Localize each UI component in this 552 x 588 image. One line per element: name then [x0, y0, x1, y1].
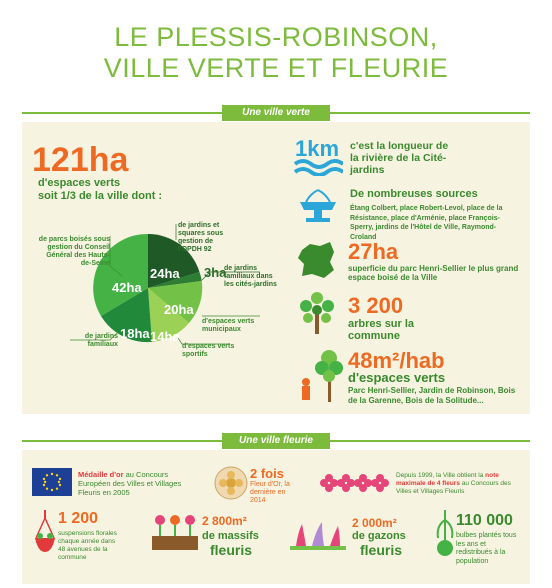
- medal-rest: au Concours Européen des Villes et Villages Fleuris en 2005: [78, 470, 182, 497]
- title-line-1: LE PLESSIS-ROBINSON,: [114, 22, 438, 52]
- tree-text: arbres sur la commune: [348, 318, 415, 342]
- area-per-inhabitant-text: Parc Henri-Sellier, Jardin de Robinson, Bois de la Garenne, Bois de la Solitude...: [348, 386, 516, 405]
- massifs-text2: fleuris: [210, 542, 253, 558]
- river-length: 1km: [295, 136, 340, 161]
- note-strong: note maximale de 4 fleurs: [396, 472, 499, 487]
- golden-flower-badge-icon: [214, 466, 248, 500]
- section1-ribbon: Une ville verte: [222, 105, 330, 121]
- massifs-area: 2 800m²: [202, 514, 247, 528]
- map-icon: [296, 240, 338, 280]
- pie-value-3-text: 3ha: [204, 265, 227, 280]
- tree-icon: [296, 290, 338, 336]
- suspensions-text: suspensions florales chaque année dans 48 avenues de la commune: [58, 530, 117, 561]
- golden-flower-count: 2 fois: [250, 466, 284, 481]
- flower-bed-icon: [150, 512, 200, 552]
- pie-value-24: 24ha: [150, 266, 180, 281]
- section2-ribbon: Une ville fleurie: [222, 433, 330, 449]
- area-per-inhabitant: 48m²/hab: [348, 348, 445, 373]
- title-line-2: VILLE VERTE ET FLEURIE: [103, 53, 449, 83]
- note-post: au Concours des Villes et Villages Fleuris: [396, 480, 511, 495]
- park-text: superficie du parc Henri-Sellier le plus grand espace boisé de la Ville: [348, 264, 519, 282]
- sources-head: De nombreuses sources: [350, 188, 478, 200]
- gazons-text1: de gazons: [352, 530, 406, 542]
- total-sub2: soit 1/3 de la ville dont :: [38, 190, 163, 202]
- four-flowers-icon: [320, 472, 390, 494]
- area-per-inhabitant-head: d'espaces verts: [348, 370, 446, 385]
- pie-label-18: de jardins familiaux: [84, 333, 118, 348]
- pie-label-14: d'espaces verts sportifs: [182, 343, 235, 358]
- pie-value-14: 14ha: [150, 329, 180, 344]
- note-text: [396, 472, 522, 496]
- gazons-area: 2 000m²: [352, 516, 397, 530]
- sources-text: Étang Colbert, place Robert-Levol, place de la Résistance, place d'Arménie, place François-Sperry, jardins de l'Hôtel de Ville, Raymond-Croland: [350, 205, 503, 241]
- gazons-text2: fleuris: [360, 542, 403, 558]
- lawn-icon: [288, 516, 348, 552]
- pie-label-24: de jardins et squares sous gestion de l'OPDH 92: [178, 222, 224, 253]
- medal-strong: Médaille d'or: [78, 470, 124, 479]
- pie-label-20: d'espaces verts municipaux: [202, 318, 255, 333]
- pie-label-3: de jardins familiaux dans les cités-jardins: [224, 265, 277, 288]
- tree-count: 3 200: [348, 293, 404, 318]
- person-tree-icon: [294, 348, 346, 404]
- bulbs-text: bulbes plantés tous les ans et redistribués à la population: [456, 532, 517, 565]
- river-text: c'est la longueur de la rivière de la Cité-jardins: [350, 140, 449, 176]
- pie-value-20: 20ha: [164, 302, 194, 317]
- medal-text: [78, 470, 188, 497]
- pie-label-42: de parcs boisés sous gestion du Conseil Général des Hauts-de-Seine: [38, 236, 110, 267]
- eu-flag-icon: [32, 468, 72, 496]
- massifs-text1: de massifs: [202, 530, 259, 542]
- pie-connectors: [30, 220, 270, 360]
- park-area: 27ha: [348, 239, 399, 264]
- bulbs-count: 110 000: [456, 512, 513, 529]
- pie-value-18: 18ha: [120, 326, 150, 341]
- pie-value-42: 42ha: [112, 280, 142, 295]
- hanging-basket-icon: [32, 510, 58, 556]
- bulb-icon: [434, 510, 456, 558]
- total-green-area: 121ha: [32, 141, 129, 179]
- fountain-icon: [296, 188, 340, 224]
- note-pre: Depuis 1999, la Ville obtient la: [396, 472, 486, 479]
- golden-flower-text: Fleur d'Or, la dernière en 2014: [250, 481, 290, 504]
- total-sub1: d'espaces verts: [38, 177, 121, 189]
- suspensions-count: 1 200: [58, 510, 99, 527]
